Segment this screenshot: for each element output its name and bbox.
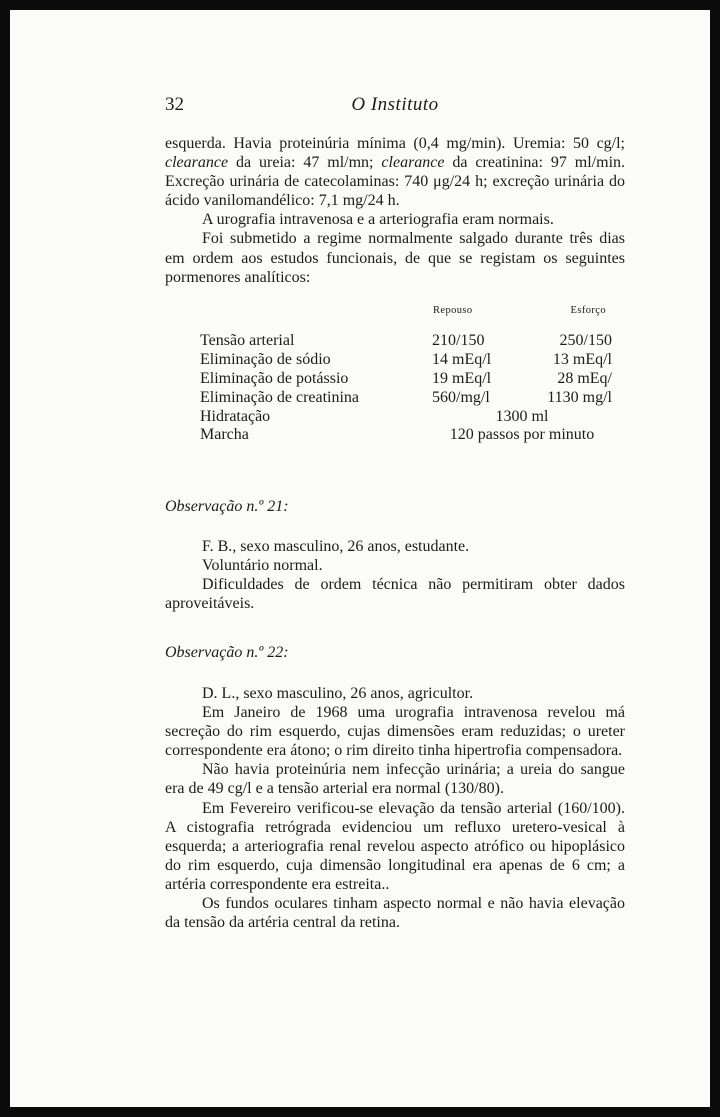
table-row: Marcha 120 passos por minuto [200,426,595,443]
running-title: O Instituto [351,94,439,115]
observation-22-text: D. L., sexo masculino, 26 anos, agricultor. Em Janeiro de 1968 uma urografia intravenosa revelou má secreção do rim esquerdo, cujas dimensões eram reduzidas; o ureter correspondente era átono; o rim direito tinha hipertrofia compensadora. Não havia proteinúria nem infecção urinária; a ureia do sangue era de 49 cg/l e a tensão arterial era normal (130/80). Em Fevereiro verificou-se elevação da tensão arterial (160/100). A cistografia retrógrada evidenciou um refluxo uretero-vesical à esquerda; a arteriografia renal revelou aspecto atrófico ou hipoplásico do rim esquerdo, cuja dimensão longitudinal era apenas de 6 cm; a artéria correspondente era estreita.. Os fundos oculares tinham aspecto normal e não havia elevação da tensão da artéria central da retina. [165,685,625,932]
page-number: 32 [165,94,184,115]
col-header-effort: Esforço [570,305,606,316]
intro-paragraph-3: Foi submetido a regime normalmente salgado durante três dias em ordem aos estudos funcionais, de que se registam os seguintes pormenores analíticos: [165,230,625,286]
observation-22-heading: Observação n.º 22: [165,644,289,661]
observation-21-heading: Observação n.º 21: [165,498,289,515]
table-row: Eliminação de potássio 19 mEq/l 28 mEq/ [200,370,612,387]
intro-paragraph-2: A urografia intravenosa e a arteriografia eram normais. [202,211,554,229]
table-row: Eliminação de sódio 14 mEq/l 13 mEq/l [200,351,612,368]
col-header-rest: Repouso [433,305,473,316]
table-row: Hidratação 1300 ml [200,408,549,425]
observation-21-text: F. B., sexo masculino, 26 anos, estudante. Voluntário normal. Dificuldades de ordem técnica não permitiram obter dados aproveitáveis. [165,538,625,613]
intro-paragraph-1: esquerda. Havia proteinúria mínima (0,4 mg/min). Uremia: 50 cg/l; clearance da ureia: 47 ml/mn; clearance da creatinina: 97 ml/min. Excreção urinária de catecolaminas: 740 μg/24 h; excreção urinária do ácido vanilomandélico: 7,1 mg/24 h. [165,135,626,210]
table-row: Eliminação de creatinina 560/mg/l 1130 mg/l [200,389,612,406]
table-row: Tensão arterial 210/150 250/150 [200,332,612,349]
document-page [10,10,710,1107]
page-header [165,94,625,118]
intro-text [165,134,625,287]
